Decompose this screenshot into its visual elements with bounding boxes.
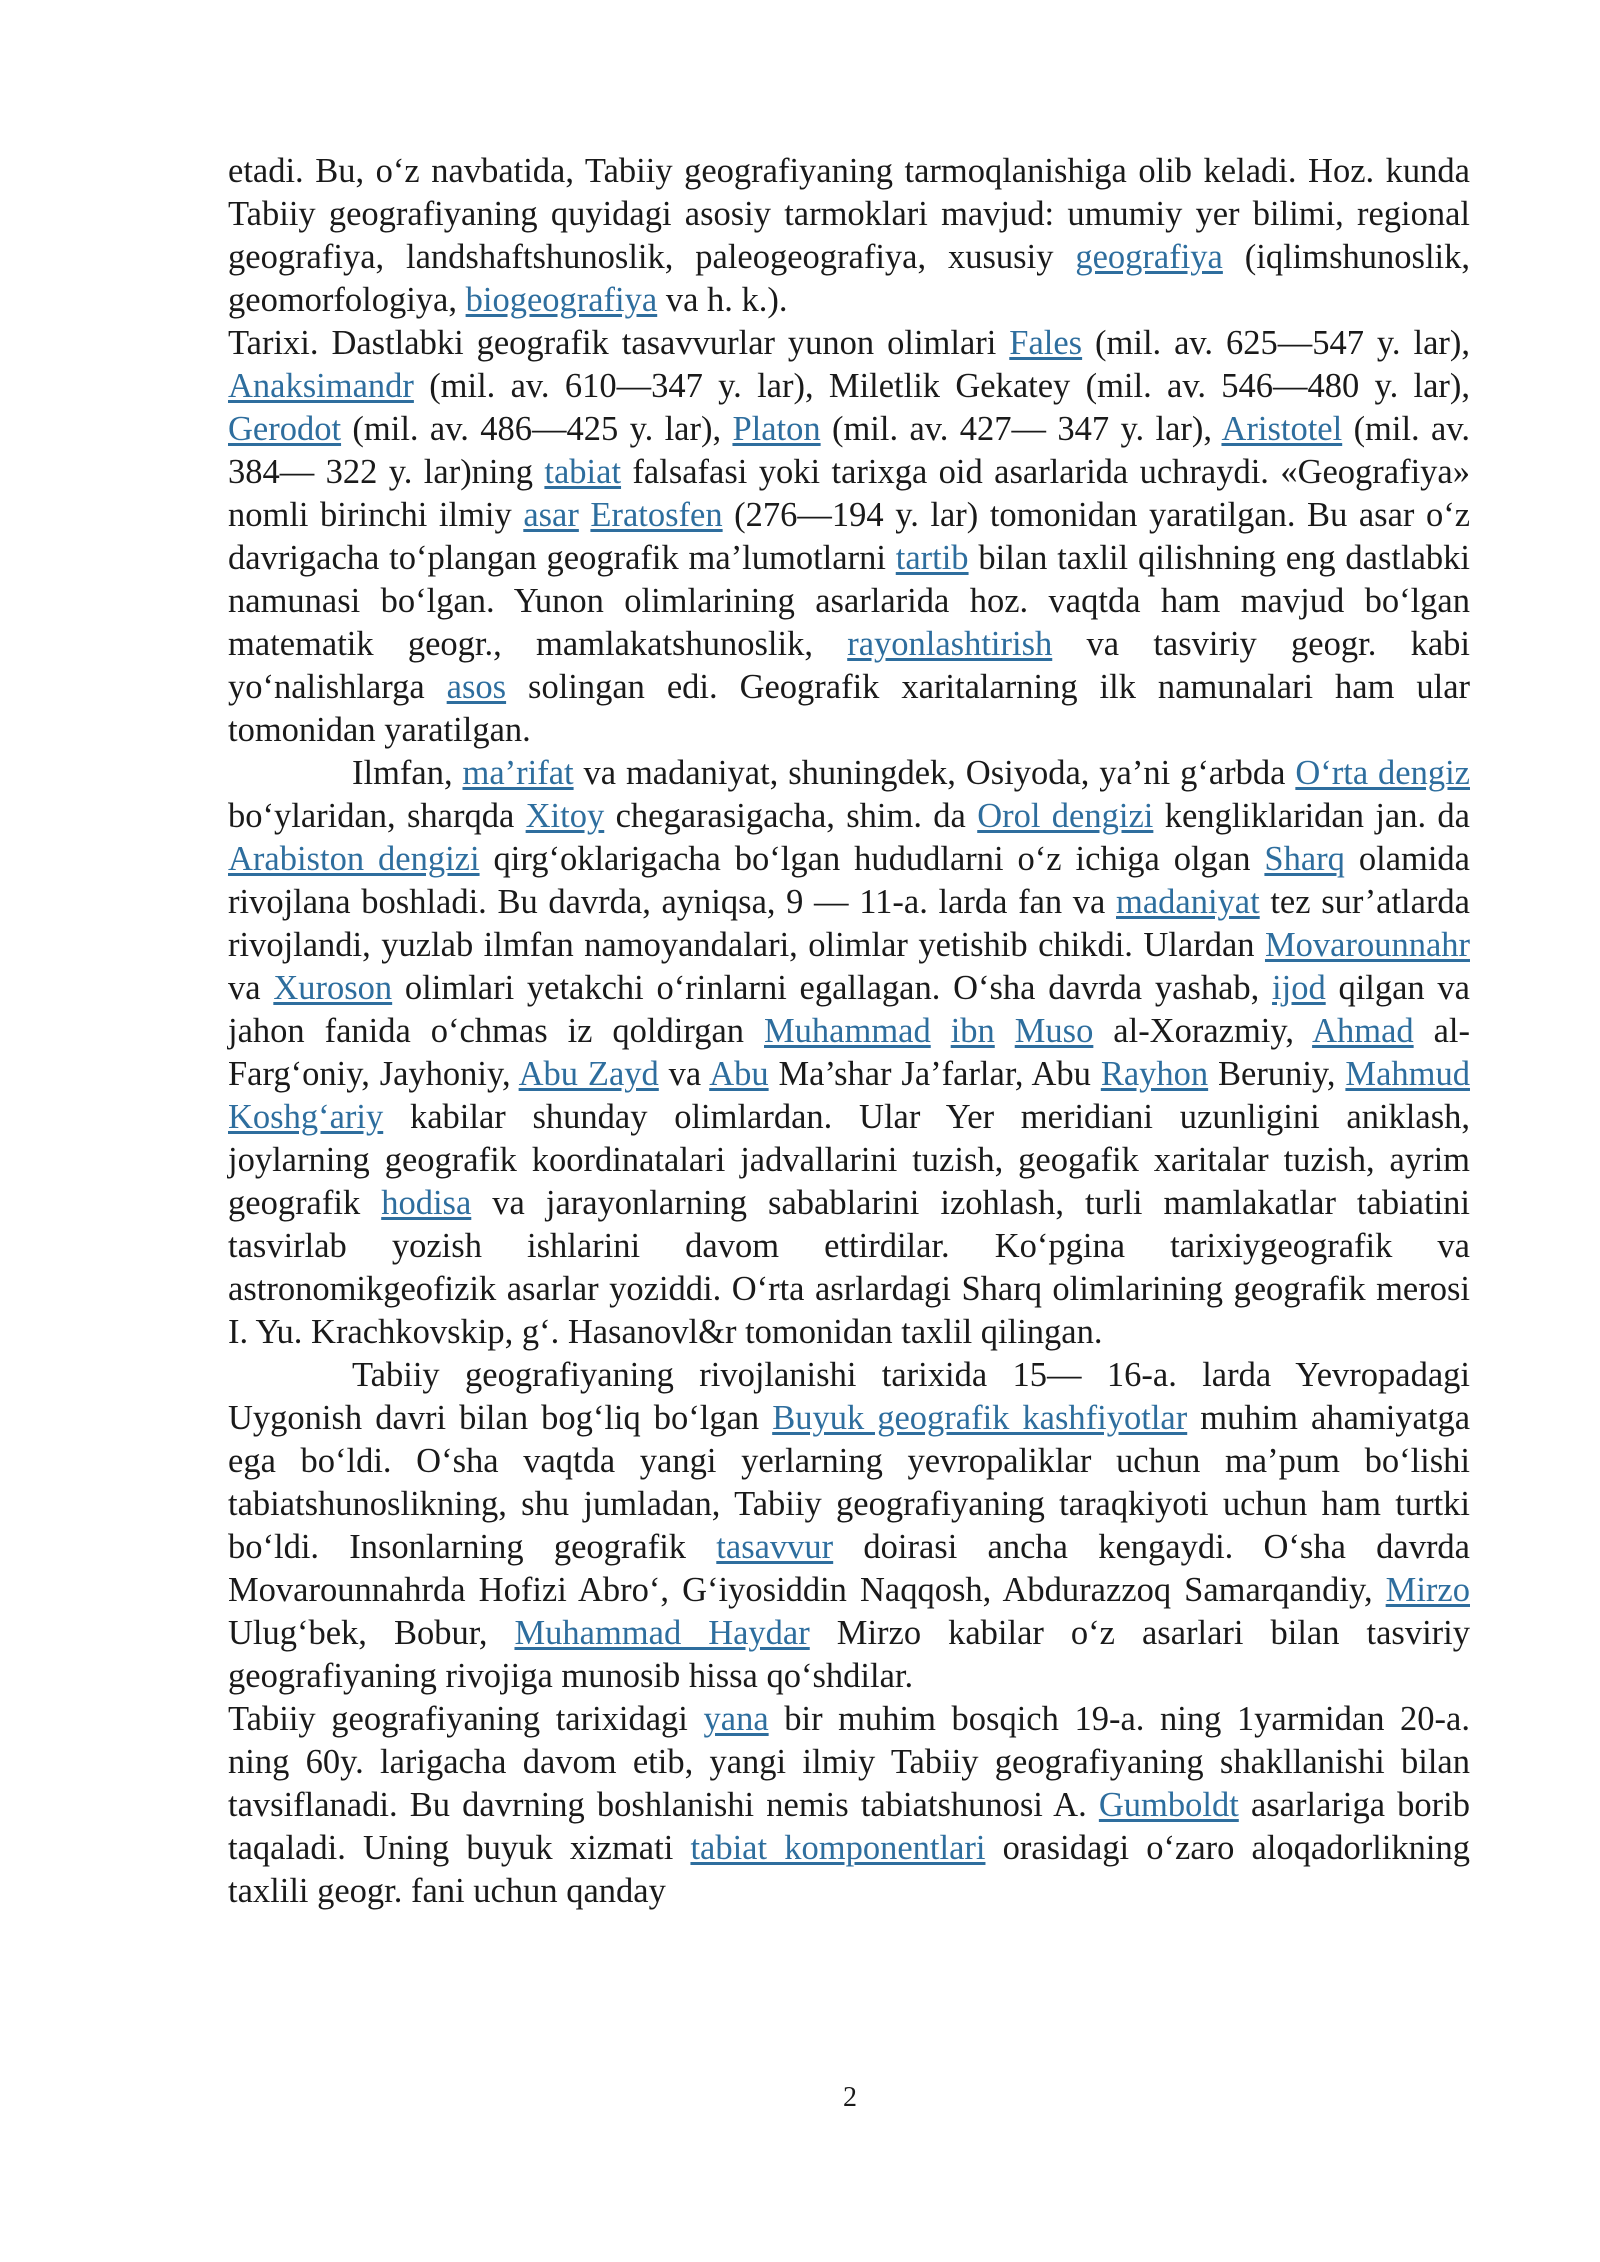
- hyperlink[interactable]: tasavvur: [716, 1528, 834, 1566]
- text-run: (iqlimshunoslik, geomorfologiya,: [228, 238, 1470, 319]
- text-run: kabilar shunday olimlardan. Ular Yer meridiani uzunligini aniklash, joylarning geografik koordinatalari jadvallarini tuzish, geogafik xaritalar tuzish, ayrim geografik: [228, 1098, 1470, 1222]
- hyperlink[interactable]: Ahmad: [1312, 1012, 1414, 1050]
- text-run: va tasviriy geogr. kabi yo‘nalishlarga: [228, 625, 1470, 706]
- text-run: va: [658, 1055, 710, 1093]
- hyperlink[interactable]: geografiya: [1075, 238, 1223, 276]
- hyperlink[interactable]: Orol dengizi: [977, 797, 1154, 835]
- text-run: solingan edi. Geografik xaritalarning ilk namunalari ham ular tomonidan yaratilgan.: [228, 668, 1470, 749]
- text-run: orasidagi o‘zaro aloqadorlikning taxlili geogr. fani uchun qanday: [228, 1829, 1470, 1910]
- hyperlink[interactable]: Sharq: [1264, 840, 1345, 878]
- text-run: va h. k.).: [657, 281, 788, 319]
- hyperlink[interactable]: Anaksimandr: [228, 367, 414, 405]
- text-run: kengliklaridan jan. da: [1153, 797, 1470, 835]
- hyperlink[interactable]: asos: [446, 668, 507, 706]
- hyperlink[interactable]: Fales: [1009, 324, 1083, 362]
- hyperlink[interactable]: Eratosfen: [590, 496, 723, 534]
- text-run: olamida rivojlana boshladi. Bu davrda, ayniqsa, 9 — 11-a. larda fan va: [228, 840, 1470, 921]
- text-run: tez sur’atlarda rivojlandi, yuzlab ilmfan namoyandalari, olimlar yetishib chikdi. Ulardan: [228, 883, 1470, 964]
- text-run: Ma’shar Ja’farlar, Abu: [768, 1055, 1101, 1093]
- hyperlink[interactable]: Movarounnahr: [1264, 926, 1470, 964]
- page-number: 2: [843, 2082, 857, 2113]
- hyperlink[interactable]: O‘rta dengiz: [1295, 754, 1470, 792]
- text-run: Tabiiy geografiyaning tarixidagi: [228, 1700, 704, 1738]
- text-run: al-Farg‘oniy, Jayhoniy,: [228, 1012, 1470, 1093]
- hyperlink[interactable]: Muhammad: [764, 1012, 931, 1050]
- text-run: Tabiiy geografiyaning rivojlanishi tarixida 15— 16-a. larda Yevropadagi Uygonish davri bilan bog‘liq bo‘lgan: [228, 1356, 1470, 1437]
- text-run: Mirzo kabilar o‘z asarlari bilan tasviriy geografiyaning rivojiga munosib hissa qo‘shdilar.: [228, 1614, 1470, 1695]
- hyperlink[interactable]: Aristotel: [1221, 410, 1343, 448]
- hyperlink[interactable]: hodisa: [381, 1184, 472, 1222]
- paragraph: [228, 1698, 1470, 1913]
- text-run: qirg‘oklarigacha bo‘lgan hududlarni o‘z ichiga olgan: [479, 840, 1265, 878]
- text-run: (276—194 y. lar) tomonidan yaratilgan. Bu asar o‘z davrigacha to‘plangan geografik ma’lumotlarni: [228, 496, 1471, 577]
- text-run: (mil. av. 610—347 y. lar), Miletlik Gekatey (mil. av. 546—480 y. lar),: [413, 367, 1470, 405]
- text-run: va madaniyat, shuningdek, Osiyoda, ya’ni g‘arbda: [573, 754, 1296, 792]
- paragraph: [228, 1354, 1470, 1698]
- hyperlink[interactable]: Xuroson: [273, 969, 393, 1007]
- text-run: etadi. Bu, o‘z navbatida, Tabiiy geografiyaning tarmoqlanishiga olib keladi. Hoz. kunda Tabiiy geografiyaning quyidagi asosiy tarmoklari mavjud: umumiy yer bilimi, regional geografiya, landshaftshunoslik, paleogeografiya, xususiy: [228, 152, 1470, 276]
- hyperlink[interactable]: ibn: [950, 1012, 995, 1050]
- hyperlink[interactable]: Mirzo: [1385, 1571, 1470, 1609]
- document-page: [228, 150, 1470, 1913]
- text-run: [579, 496, 591, 534]
- paragraph: [228, 150, 1470, 322]
- paragraph: [228, 322, 1470, 752]
- text-run: falsafasi yoki tarixga oid asarlarida uchraydi. «Geografiya» nomli birinchi ilmiy: [228, 453, 1470, 534]
- hyperlink[interactable]: ma’rifat: [462, 754, 574, 792]
- text-run: bo‘ylaridan, sharqda: [228, 797, 526, 835]
- text-run: al-Xorazmiy,: [1093, 1012, 1313, 1050]
- hyperlink[interactable]: Mahmud Koshg‘ariy: [228, 1055, 1470, 1136]
- hyperlink[interactable]: Muso: [1014, 1012, 1094, 1050]
- text-run: doirasi ancha kengaydi. O‘sha davrda Movarounnahrda Hofizi Abro‘, G‘iyosiddin Naqqosh, Abdurazzoq Samarqandiy,: [228, 1528, 1470, 1609]
- text-run: muhim ahamiyatga ega bo‘ldi. O‘sha vaqtda yangi yerlarning yevropaliklar uchun ma’pum bo‘lishi tabiatshunoslikning, shu jumladan, Tabiiy geografiyaning taraqkiyoti uchun ham turtki bo‘ldi. Insonlarning geografik: [228, 1399, 1471, 1566]
- text-run: va: [228, 969, 274, 1007]
- text-run: asarlariga borib taqaladi. Uning buyuk xizmati: [228, 1786, 1470, 1867]
- text-run: [995, 1012, 1015, 1050]
- hyperlink[interactable]: tartib: [895, 539, 969, 577]
- text-run: (mil. av. 486—425 y. lar),: [341, 410, 733, 448]
- text-run: (mil. av. 384— 322 y. lar)ning: [228, 410, 1470, 491]
- hyperlink[interactable]: biogeografiya: [465, 281, 658, 319]
- hyperlink[interactable]: Arabiston dengizi: [228, 840, 480, 878]
- hyperlink[interactable]: Gerodot: [228, 410, 342, 448]
- text-run: (mil. av. 625—547 y. lar),: [1082, 324, 1470, 362]
- paragraph: [228, 752, 1470, 1354]
- hyperlink[interactable]: tabiat komponentlari: [690, 1829, 986, 1867]
- text-run: [931, 1012, 951, 1050]
- hyperlink[interactable]: madaniyat: [1116, 883, 1260, 921]
- hyperlink[interactable]: Xitoy: [525, 797, 605, 835]
- hyperlink[interactable]: Muhammad Haydar: [514, 1614, 810, 1652]
- hyperlink[interactable]: asar: [523, 496, 579, 534]
- hyperlink[interactable]: yana: [703, 1700, 769, 1738]
- text-run: olimlari yetakchi o‘rinlarni egallagan. O‘sha davrda yashab,: [392, 969, 1273, 1007]
- hyperlink[interactable]: Rayhon: [1100, 1055, 1209, 1093]
- text-run: qilgan va jahon fanida o‘chmas iz qoldirgan: [228, 969, 1470, 1050]
- text-run: Ulug‘bek, Bobur,: [228, 1614, 515, 1652]
- hyperlink[interactable]: Gumboldt: [1098, 1786, 1239, 1824]
- hyperlink[interactable]: tabiat: [544, 453, 622, 491]
- hyperlink[interactable]: Abu: [709, 1055, 769, 1093]
- hyperlink[interactable]: rayonlashtirish: [847, 625, 1053, 663]
- text-run: bilan taxlil qilishning eng dastlabki namunasi bo‘lgan. Yunon olimlarining asarlarida hoz. vaqtda ham mavjud bo‘lgan matematik geogr., mamlakatshunoslik,: [228, 539, 1470, 663]
- text-run: Ilmfan,: [352, 754, 463, 792]
- hyperlink[interactable]: Abu Zayd: [518, 1055, 659, 1093]
- text-run: bir muhim bosqich 19-a. ning 1yarmidan 20-a. ning 60y. larigacha davom etib, yangi ilmiy Tabiiy geografiyaning shakllanishi bilan tavsiflanadi. Bu davrning boshlanishi nemis tabiatshunosi A.: [228, 1700, 1470, 1824]
- text-run: Tarixi. Dastlabki geografik tasavvurlar yunon olimlari: [228, 324, 1010, 362]
- text-run: va jarayonlarning sabablarini izohlash, turli mamlakatlar tabiatini tasvirlab yozish ishlarini davom ettirdilar. Ko‘pgina tarixiygeografik va astronomikgeofizik asarlar yoziddi. O‘rta asrlardagi Sharq olimlarining geografik merosi I. Yu. Krachkovskip, g‘. Hasanovl&r tomonidan taxlil qilingan.: [228, 1184, 1470, 1351]
- text-run: (mil. av. 427— 347 y. lar),: [820, 410, 1222, 448]
- text-run: chegarasigacha, shim. da: [604, 797, 978, 835]
- text-run: Beruniy,: [1208, 1055, 1346, 1093]
- hyperlink[interactable]: Platon: [732, 410, 821, 448]
- hyperlink[interactable]: ijod: [1272, 969, 1326, 1007]
- hyperlink[interactable]: Buyuk geografik kashfiyotlar: [772, 1399, 1188, 1437]
